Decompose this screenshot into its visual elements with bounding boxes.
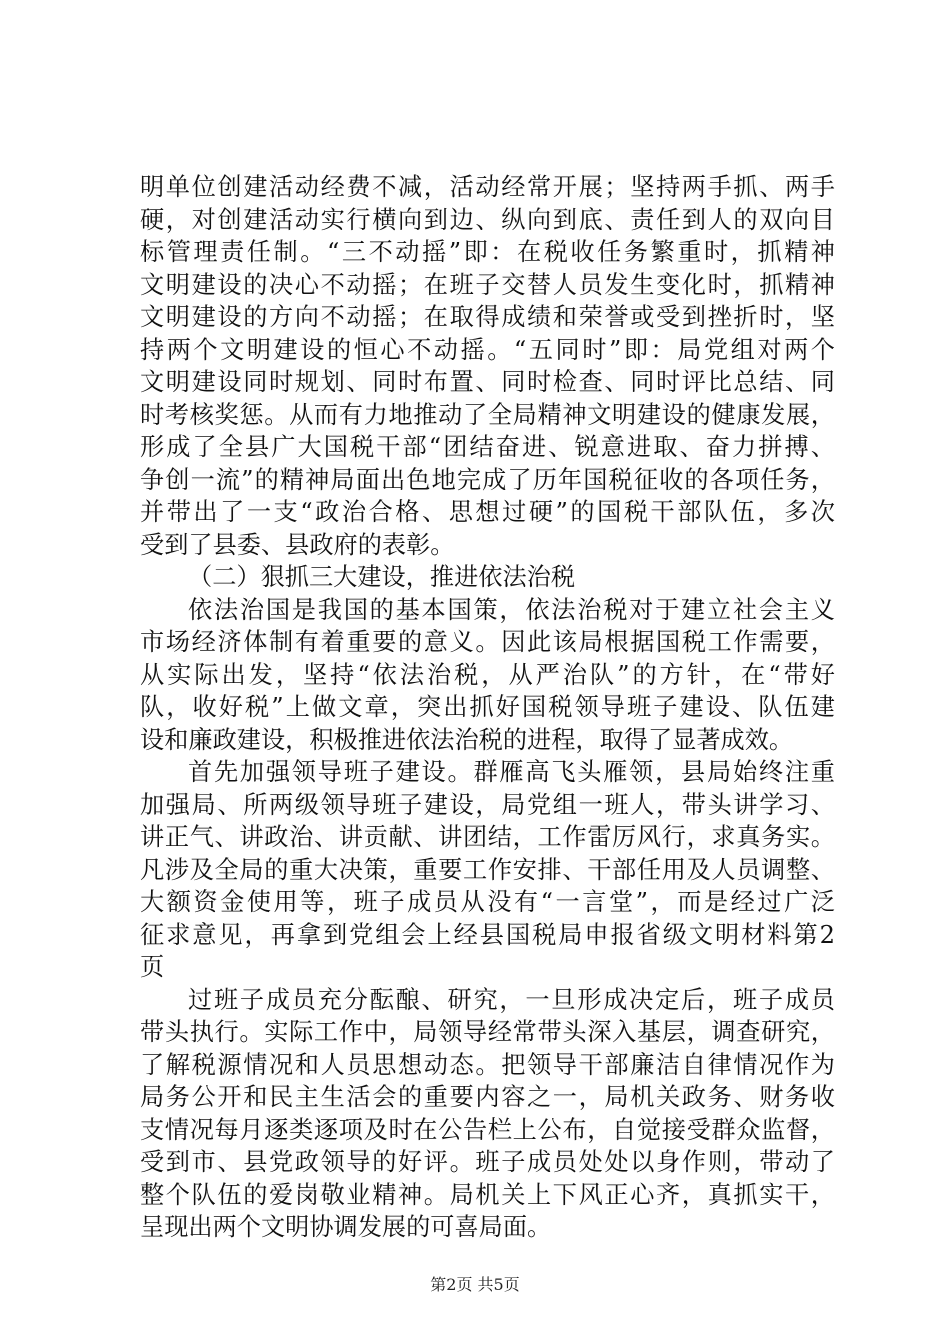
body-line: 加强局、所两级领导班子建设，局党组一班人，带头讲学习、 [140,790,835,819]
body-line: 持两个文明建设的恒心不动摇。“五同时”即：局党组对两个 [140,335,835,364]
body-line: 征求意见，再拿到党组会上经县国税局申报省级文明材料第2 [140,920,835,949]
body-line: 硬，对创建活动实行横向到边、纵向到底、责任到人的双向目 [140,205,835,234]
body-line: 时考核奖惩。从而有力地推动了全局精神文明建设的健康发展， [140,400,835,429]
body-line: 整个队伍的爱岗敬业精神。局机关上下风正心齐，真抓实干， [140,1180,835,1209]
body-line: 带头执行。实际工作中，局领导经常带头深入基层，调查研究， [140,1018,835,1046]
body-line: 首先加强领导班子建设。群雁高飞头雁领，县局始终注重 [188,758,835,786]
section-heading: （二）狠抓三大建设，推进依法治税 [188,563,576,591]
body-line: 形成了全县广大国税干部“团结奋进、锐意进取、奋力拼搏、 [140,433,835,461]
body-line: 凡涉及全局的重大决策，重要工作安排、干部任用及人员调整、 [140,855,835,884]
document-body [140,171,835,1244]
body-line: 局务公开和民主生活会的重要内容之一，局机关政务、财务收 [140,1083,835,1111]
page-number: 第2页 共5页 [430,1275,520,1294]
body-line: 讲正气、讲政治、讲贡献、讲团结，工作雷厉风行，求真务实。 [140,823,835,851]
body-line: 市场经济体制有着重要的意义。因此该局根据国税工作需要， [140,628,835,656]
body-line: 受到市、县党政领导的好评。班子成员处处以身作则，带动了 [140,1148,835,1176]
body-line: 争创一流”的精神局面出色地完成了历年国税征收的各项任务， [140,465,835,494]
body-line: 并带出了一支“政治合格、思想过硬”的国税干部队伍，多次 [140,498,835,526]
body-line: 页 [140,953,165,981]
body-line: 队，收好税”上做文章，突出抓好国税领导班子建设、队伍建 [140,693,835,721]
body-line: 了解税源情况和人员思想动态。把领导干部廉洁自律情况作为 [140,1050,835,1079]
body-line: 过班子成员充分酝酿、研究，一旦形成决定后，班子成员 [188,985,835,1014]
page-footer [0,1272,950,1295]
body-line: 依法治国是我国的基本国策，依法治税对于建立社会主义 [188,595,835,624]
body-line: 从实际出发，坚持“依法治税，从严治队”的方针，在“带好 [140,660,835,689]
body-line: 文明建设的决心不动摇；在班子交替人员发生变化时，抓精神 [140,270,835,299]
body-line: 设和廉政建设，积极推进依法治税的进程，取得了显著成效。 [140,725,794,754]
body-line: 呈现出两个文明协调发展的可喜局面。 [140,1213,552,1241]
body-line: 明单位创建活动经费不减，活动经常开展；坚持两手抓、两手 [140,173,835,201]
body-line: 标管理责任制。“三不动摇”即：在税收任务繁重时，抓精神 [140,238,835,266]
body-line: 支情况每月逐类逐项及时在公告栏上公布，自觉接受群众监督， [140,1115,835,1144]
body-line: 大额资金使用等，班子成员从没有“一言堂”，而是经过广泛 [140,888,835,916]
body-line: 文明建设同时规划、同时布置、同时检查、同时评比总结、同 [140,368,835,396]
body-line: 受到了县委、县政府的表彰。 [140,530,455,559]
body-line: 文明建设的方向不动摇；在取得成绩和荣誉或受到挫折时，坚 [140,303,835,331]
